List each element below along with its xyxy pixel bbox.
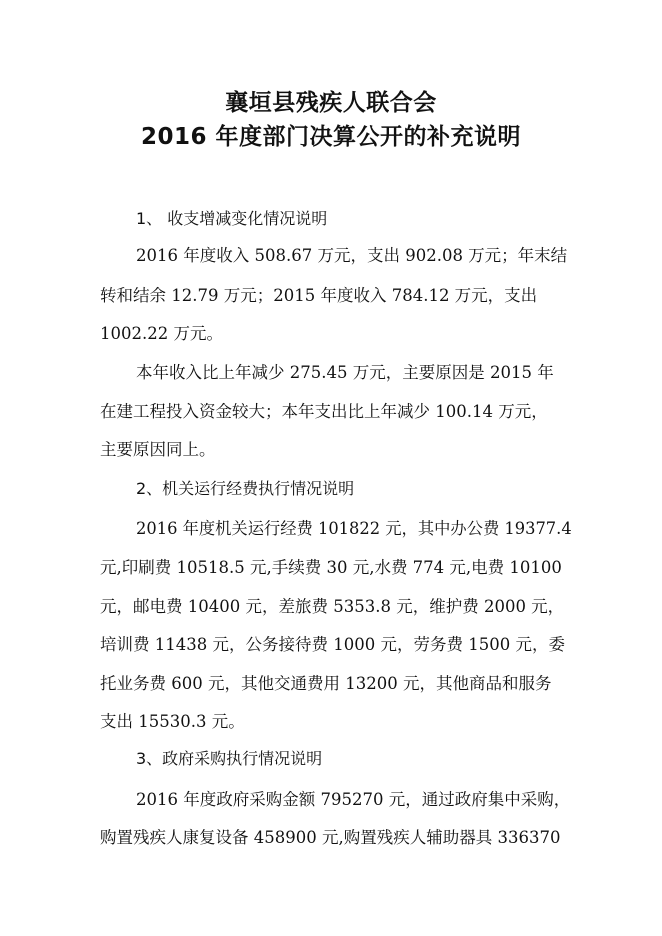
document-title-line1: 襄垣县残疾人联合会 <box>225 90 437 116</box>
section2-para1-line1: 2016 年度机关运行经费 101822 元，其中办公费 19377.4 <box>136 519 572 538</box>
section1-para2-line3: 主要原因同上。 <box>100 440 216 459</box>
section2-para1-line3: 元，邮电费 10400 元，差旅费 5353.8 元，维护费 2000 元， <box>100 597 565 616</box>
section2-para1-line6: 支出 15530.3 元。 <box>100 712 245 731</box>
section1-para1-line1: 2016 年度收入 508.67 万元，支出 902.08 万元；年末结 <box>136 246 568 265</box>
section2-heading: 2、机关运行经费执行情况说明 <box>136 479 355 498</box>
section1-para1-line3: 1002.22 万元。 <box>100 324 223 343</box>
section1-para2-line1: 本年收入比上年减少 275.45 万元，主要原因是 2015 年 <box>136 363 554 382</box>
document-title-line2: 2016 年度部门决算公开的补充说明 <box>140 124 522 150</box>
section1-heading: 1、 收支增减变化情况说明 <box>136 209 328 228</box>
section1-para1-line2: 转和结余 12.79 万元；2015 年度收入 784.12 万元，支出 <box>100 286 538 305</box>
section3-para1-line2: 购置残疾人康复设备 458900 元,购置残疾人辅助器具 336370 <box>100 828 561 847</box>
section3-para1-line1: 2016 年度政府采购金额 795270 元，通过政府集中采购， <box>136 790 571 809</box>
section2-para1-line5: 托业务费 600 元，其他交通费用 13200 元，其他商品和服务 <box>100 674 552 693</box>
section3-heading: 3、政府采购执行情况说明 <box>136 749 323 768</box>
section2-para1-line4: 培训费 11438 元，公务接待费 1000 元，劳务费 1500 元，委 <box>100 635 565 654</box>
section1-para2-line2: 在建工程投入资金较大；本年支出比上年减少 100.14 万元， <box>100 402 548 421</box>
section2-para1-line2: 元,印刷费 10518.5 元,手续费 30 元,水费 774 元,电费 10100 <box>100 558 562 577</box>
